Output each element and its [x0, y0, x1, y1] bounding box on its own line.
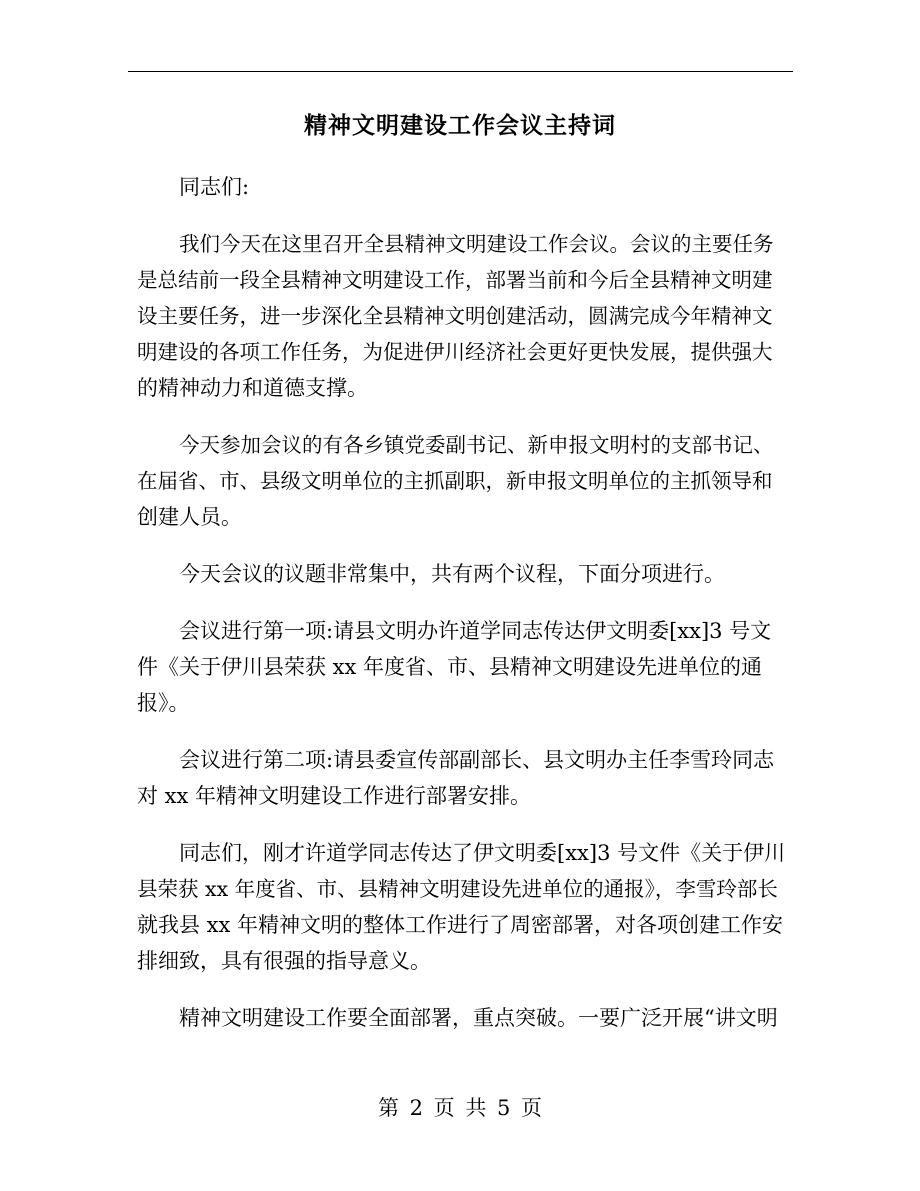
- paragraph-line: 是总结前一段全县精神文明建设工作，部署当前和今后全县精神文明建: [137, 268, 773, 292]
- paragraph-line: 在届省、市、县级文明单位的主抓副职，新申报文明单位的主抓领导和: [137, 469, 773, 493]
- document-title: 精神文明建设工作会议主持词: [304, 112, 616, 139]
- salutation-line: 同志们:: [179, 175, 250, 199]
- paragraph-line: 今天参加会议的有各乡镇党委副书记、新申报文明村的支部书记、: [179, 433, 774, 457]
- paragraph-line: 精神文明建设工作要全面部署，重点突破。一要广泛开展“讲文明: [179, 1006, 778, 1030]
- paragraph-line: 同志们，刚才许道学同志传达了伊文明委[xx]3 号文件《关于伊川: [179, 841, 786, 865]
- paragraph-line: 会议进行第一项:请县文明办许道学同志传达伊文明委[xx]3 号文: [179, 619, 772, 643]
- header-rule: [128, 71, 793, 72]
- paragraph-line: 县荣获 xx 年度省、市、县精神文明建设先进单位的通报》，李雪玲部长: [137, 877, 778, 901]
- paragraph-line: 我们今天在这里召开全县精神文明建设工作会议。会议的主要任务: [179, 232, 774, 256]
- paragraph-line: 今天会议的议题非常集中，共有两个议程，下面分项进行。: [179, 562, 725, 586]
- paragraph-line: 会议进行第二项:请县委宣传部副部长、县文明办主任李雪玲同志: [179, 748, 775, 772]
- paragraph-line: 就我县 xx 年精神文明的整体工作进行了周密部署，对各项创建工作安: [137, 913, 784, 937]
- paragraph-line: 明建设的各项工作任务，为促进伊川经济社会更好更快发展，提供强大: [137, 340, 773, 364]
- paragraph-line: 排细致，具有很强的指导意义。: [137, 949, 431, 973]
- paragraph-line: 创建人员。: [137, 505, 242, 529]
- paragraph-line: 设主要任务，进一步深化全县精神文明创建活动，圆满完成今年精神文: [137, 304, 773, 328]
- paragraph-line: 的精神动力和道德支撑。: [137, 376, 368, 400]
- paragraph-line: 件《关于伊川县荣获 xx 年度省、市、县精神文明建设先进单位的通: [137, 655, 763, 679]
- paragraph-line: 报》。: [137, 691, 190, 715]
- paragraph-line: 对 xx 年精神文明建设工作进行部署安排。: [137, 784, 532, 808]
- page-number: 第 2 页 共 5 页: [377, 1096, 543, 1120]
